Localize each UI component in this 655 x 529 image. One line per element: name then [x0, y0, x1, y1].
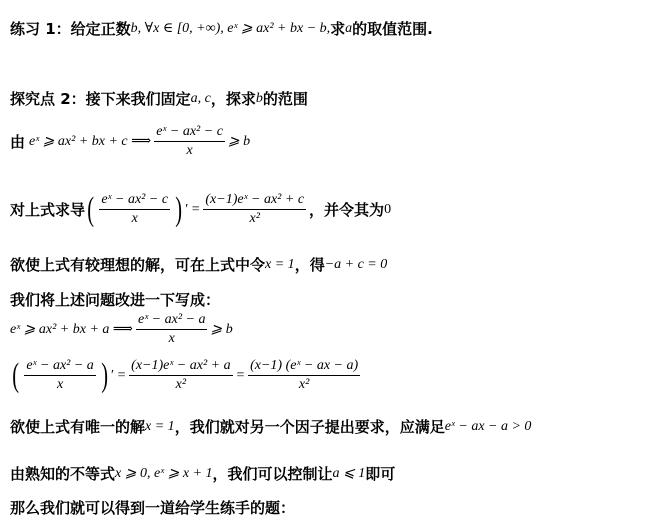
known-inequality-text: 由熟知的不等式: [10, 465, 116, 483]
rewritten-derivative-numerator-1: (x−1)eˣ − ax² + a: [129, 358, 232, 376]
inequality-rhs: ⩾ b: [227, 134, 251, 149]
ideal-solution-mid: ，得: [294, 256, 325, 274]
derivative-result-fraction: [203, 192, 306, 227]
derivative-result-denominator: x²: [249, 211, 260, 226]
exercise-variable-a: a: [345, 20, 353, 36]
unique-solution-mid: ，我们就对另一个因子提出要求，应满足: [174, 418, 445, 436]
exercise-label: 练习 1：给定正数: [10, 20, 131, 38]
zero-value: 0: [384, 201, 392, 217]
equals-sign: =: [235, 367, 246, 383]
rewritten-derivative-denominator-1: x²: [175, 377, 187, 392]
set-x-equals-1: x = 1: [265, 256, 295, 272]
rewritten-denominator: x: [168, 331, 175, 346]
derivative-line: 对上式求导 ( $\frac{\text{eˣ − ax² − c}}{x}$ ) ′ = $\frac{\text{(x−1)eˣ − ax² + c}}{\text{x²}}$ ，并令其为 0: [10, 190, 392, 228]
exercise-condition-math: b, ∀x ∈ [0, +∞), eˣ ⩾ ax² + bx − b,: [130, 21, 331, 36]
exercise-1-line: [10, 18, 433, 39]
fraction-1-denominator: x: [186, 143, 193, 158]
explore-tail: 的范围: [262, 90, 308, 108]
derivative-result-numerator: (x−1)eˣ − ax² + c: [203, 192, 306, 210]
derivative-tail: ，并令其为: [309, 201, 385, 219]
unique-x-equals-1: x = 1: [145, 418, 175, 434]
ideal-solution-line: [10, 254, 387, 275]
derivation-line-1: [10, 124, 250, 159]
rewrite-line: [10, 289, 220, 310]
inequality-lhs: eˣ ⩾ ax² + bx + c ⟹: [29, 134, 152, 149]
exercise-tail: 的取值范围.: [352, 20, 433, 38]
rewritten-prime-equals: ′ =: [110, 367, 127, 383]
derivative-inner-denominator: x: [131, 211, 138, 226]
explore-point-2-line: [10, 88, 308, 109]
practice-problem-line: [10, 497, 295, 518]
rewritten-derivative-line: ( $\frac{\text{eˣ − ax² − a}}{x}$ ) ′ = $\frac{\text{(x−1)eˣ − ax² + a}}{\text{x²}}$ = $\frac{\text{(x−1) (eˣ − ax − a)}}{\text{x²}}$: [12, 356, 359, 394]
rewrite-text: 我们将上述问题改进一下写成：: [10, 291, 221, 309]
derivation-lead: 由: [10, 133, 26, 151]
fraction-1-numerator: eˣ − ax² − c: [154, 124, 225, 142]
rewritten-derivative-denominator-2: x²: [298, 377, 310, 392]
rewritten-derivative-fraction-1: [129, 358, 232, 393]
rewritten-fraction: [136, 312, 207, 347]
rewritten-inequality-line: [10, 312, 233, 347]
practice-problem-text: 那么我们就可以得到一道给学生练手的题：: [10, 499, 296, 517]
known-inequality-math: x ⩾ 0, eˣ ⩾ x + 1: [115, 466, 213, 481]
rewritten-numerator: eˣ − ax² − a: [136, 312, 207, 330]
rewritten-derivative-inner-numerator: eˣ − ax² − a: [24, 358, 95, 376]
rewritten-derivative-fraction-2: [248, 358, 360, 393]
ideal-solution-text: 欲使上式有较理想的解，可在上式中令: [10, 256, 266, 274]
prime-equals: ′ =: [184, 201, 201, 217]
a-c-relation: −a + c = 0: [324, 256, 388, 272]
factor-condition: eˣ − ax − a > 0: [444, 418, 532, 434]
explore-variable-b: b: [255, 90, 263, 106]
fraction-1: [154, 124, 225, 159]
explore-label: 探究点 2：接下来我们固定: [10, 90, 191, 108]
a-le-1: a ⩽ 1: [332, 466, 366, 481]
derivative-inner-numerator: eˣ − ax² − c: [99, 192, 170, 210]
known-inequality-line: [10, 463, 395, 484]
known-inequality-mid: ，我们可以控制让: [212, 465, 333, 483]
explore-fixed-vars: a, c: [190, 90, 211, 106]
explore-ask: ，探求: [210, 90, 256, 108]
derivative-lead: 对上式求导: [10, 201, 86, 219]
rewritten-derivative-inner-denominator: x: [56, 377, 64, 392]
exercise-ask: 求: [330, 20, 346, 38]
rewritten-derivative-numerator-2: (x−1) (eˣ − ax − a): [248, 358, 360, 376]
rewritten-lhs: eˣ ⩾ ax² + bx + a ⟹: [10, 322, 133, 337]
rewritten-derivative-inner: [24, 358, 95, 393]
known-inequality-tail: 即可: [365, 465, 396, 483]
rewritten-rhs: ⩾ b: [210, 322, 233, 337]
derivative-inner-fraction: [99, 192, 170, 227]
unique-solution-text: 欲使上式有唯一的解: [10, 418, 146, 436]
unique-solution-line: [10, 416, 531, 437]
